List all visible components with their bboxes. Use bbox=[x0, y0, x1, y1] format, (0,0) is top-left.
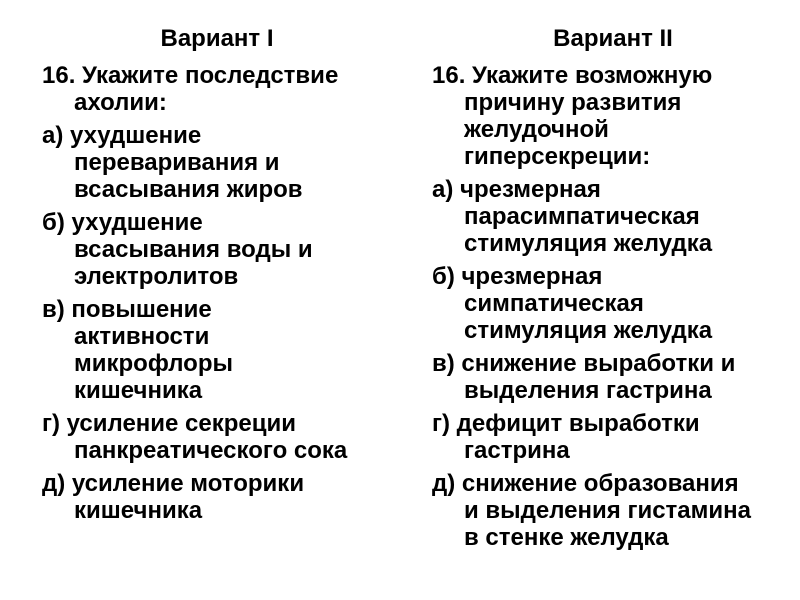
option-line: д) усиление моторики bbox=[42, 470, 305, 497]
option-line: парасимпатическая bbox=[464, 203, 700, 230]
variant-2-option-g bbox=[432, 410, 794, 464]
variant-2-option-b bbox=[432, 263, 794, 344]
option-line: стимуляция желудка bbox=[464, 317, 713, 344]
variant-1-option-v bbox=[42, 296, 392, 404]
variant-2-question bbox=[432, 62, 794, 170]
variant-2-option-v bbox=[432, 350, 794, 404]
option-line: в) повышение bbox=[42, 296, 212, 323]
option-line: г) усиление секреции bbox=[42, 410, 297, 437]
variant-2-column bbox=[432, 24, 794, 557]
option-line: симпатическая bbox=[464, 290, 644, 317]
variant-1-option-g bbox=[42, 410, 392, 464]
option-line: в стенке желудка bbox=[464, 524, 669, 551]
variant-1-question bbox=[42, 62, 392, 116]
variant-1-option-b bbox=[42, 209, 392, 290]
variant-1-heading: Вариант I bbox=[160, 25, 274, 52]
variant-1-column bbox=[42, 24, 392, 530]
option-line: всасывания воды и bbox=[74, 236, 313, 263]
question-line: желудочной bbox=[464, 116, 609, 143]
option-line: всасывания жиров bbox=[74, 176, 303, 203]
option-line: гастрина bbox=[464, 437, 570, 464]
option-line: а) ухудшение bbox=[42, 122, 202, 149]
option-line: активности bbox=[74, 323, 210, 350]
option-line: и выделения гистамина bbox=[464, 497, 752, 524]
variant-2-option-a bbox=[432, 176, 794, 257]
option-line: а) чрезмерная bbox=[432, 176, 601, 203]
option-line: б) чрезмерная bbox=[432, 263, 603, 290]
option-line: электролитов bbox=[74, 263, 239, 290]
option-line: выделения гастрина bbox=[464, 377, 712, 404]
variant-1-option-d bbox=[42, 470, 392, 524]
question-line: ахолии: bbox=[74, 89, 167, 116]
option-line: б) ухудшение bbox=[42, 209, 203, 236]
option-line: микрофлоры bbox=[74, 350, 233, 377]
option-line: в) снижение выработки и bbox=[432, 350, 736, 377]
question-line: 16. Укажите последствие bbox=[42, 62, 339, 89]
option-line: г) дефицит выработки bbox=[432, 410, 700, 437]
option-line: кишечника bbox=[74, 497, 203, 524]
question-line: 16. Укажите возможную bbox=[432, 62, 713, 89]
question-line: гиперсекреции: bbox=[464, 143, 651, 170]
option-line: переваривания и bbox=[74, 149, 280, 176]
option-line: д) снижение образования bbox=[432, 470, 739, 497]
variant-1-option-a bbox=[42, 122, 392, 203]
variant-2-heading: Вариант II bbox=[553, 25, 673, 52]
option-line: панкреатического сока bbox=[74, 437, 348, 464]
option-line: стимуляция желудка bbox=[464, 230, 713, 257]
variant-2-option-d bbox=[432, 470, 794, 551]
option-line: кишечника bbox=[74, 377, 203, 404]
question-line: причину развития bbox=[464, 89, 682, 116]
